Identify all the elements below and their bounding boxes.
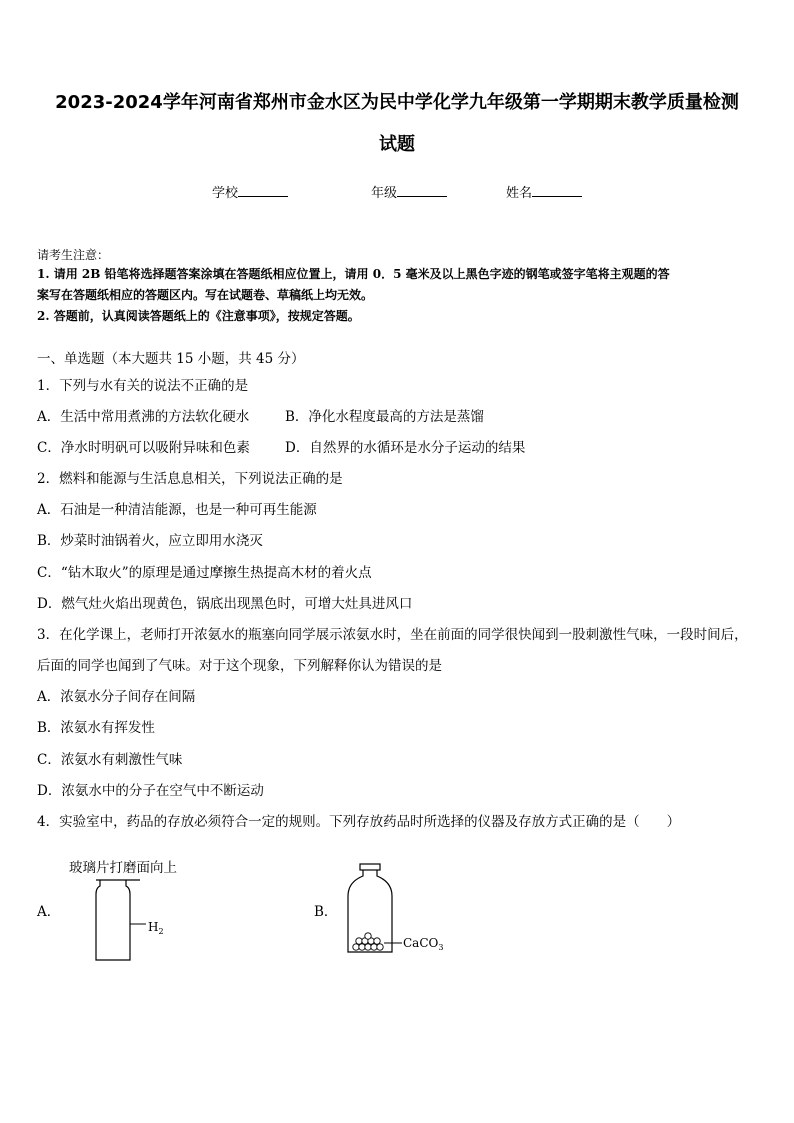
page-title-line2: 试题 (379, 134, 415, 155)
q3-stem-line2: 后面的同学也闻到了气味。对于这个现象，下列解释你认为错误的是 (37, 658, 442, 674)
notice-item1-line2: 案写在答题纸相应的答题区内。写在试题卷、草稿纸上均无效。 (37, 288, 374, 302)
grade-field (371, 182, 447, 201)
q3-option-a: A．浓氨水分子间存在间隔 (37, 689, 196, 705)
name-blank (532, 183, 582, 197)
q3-option-d: D．浓氨水中的分子在空气中不断运动 (37, 783, 264, 799)
gas-jar-diagram (90, 874, 190, 966)
name-field (506, 182, 582, 201)
school-label: 学校 (212, 186, 239, 201)
school-blank (238, 183, 288, 197)
q1-option-a: A．生活中常用煮沸的方法软化硬水 (37, 409, 250, 425)
q4-option-a-label: A． (37, 904, 61, 920)
page-title-line1: 2023-2024学年河南省郑州市金水区为民中学化学九年级第一学期期末教学质量检测 (55, 92, 739, 113)
q4-stem: 4．实验室中，药品的存放必须符合一定的规则。下列存放药品时所选择的仪器及存放方式正确的是（ ） (37, 814, 681, 830)
notice-item2: 2. 答题前，认真阅读答题纸上的《注意事项》，按规定答题。 (37, 309, 360, 323)
bottle-stopper (360, 864, 380, 870)
solid-particles (353, 933, 383, 950)
q3-stem-line1: 3．在化学课上，老师打开浓氨水的瓶塞向同学展示浓氨水时，坐在前面的同学很快闻到一股刺激性气味，一段时间后， (37, 627, 748, 643)
q4-option-b-label: B． (314, 904, 338, 920)
notice-heading: 请考生注意： (37, 248, 110, 262)
substance-label-caco3: CaCO$_3$ (403, 936, 444, 952)
gas-jar (96, 880, 130, 960)
name-label: 姓名 (506, 186, 533, 201)
notice-item1-line1: 1. 请用 2B 铅笔将选择题答案涂填在答题纸相应位置上，请用 0．5 毫米及以上黑色字迹的钢笔或签字笔将主观题的答 (37, 267, 670, 281)
reagent-bottle-diagram (340, 860, 460, 960)
q3-option-b: B．浓氨水有挥发性 (37, 720, 155, 736)
grade-label: 年级 (371, 186, 398, 201)
q2-option-c: C．“钻木取火”的原理是通过摩擦生热提高木材的着火点 (37, 565, 372, 581)
q1-option-c: C．净水时明矾可以吸附异味和色素 (37, 440, 250, 456)
section-title: 一、单选题（本大题共 15 小题，共 45 分） (37, 351, 305, 367)
q2-option-b: B．炒菜时油锅着火，应立即用水浇灭 (37, 533, 263, 549)
q1-option-d: D．自然界的水循环是水分子运动的结果 (285, 440, 526, 456)
q1-stem: 1．下列与水有关的说法不正确的是 (37, 378, 249, 394)
substance-label-h2: $H_2$ (148, 920, 164, 936)
q1-option-b: B．净化水程度最高的方法是蒸馏 (285, 409, 484, 425)
q3-option-c: C．浓氨水有刺激性气味 (37, 752, 183, 768)
q4-option-a-caption: 玻璃片打磨面向上 (69, 860, 177, 876)
q2-option-a: A．石油是一种清洁能源，也是一种可再生能源 (37, 502, 317, 518)
q2-stem: 2．燃料和能源与生活息息相关，下列说法正确的是 (37, 471, 343, 487)
school-field (212, 182, 288, 201)
q2-option-d: D．燃气灶火焰出现黄色，锅底出现黑色时，可增大灶具进风口 (37, 596, 413, 612)
grade-blank (397, 183, 447, 197)
